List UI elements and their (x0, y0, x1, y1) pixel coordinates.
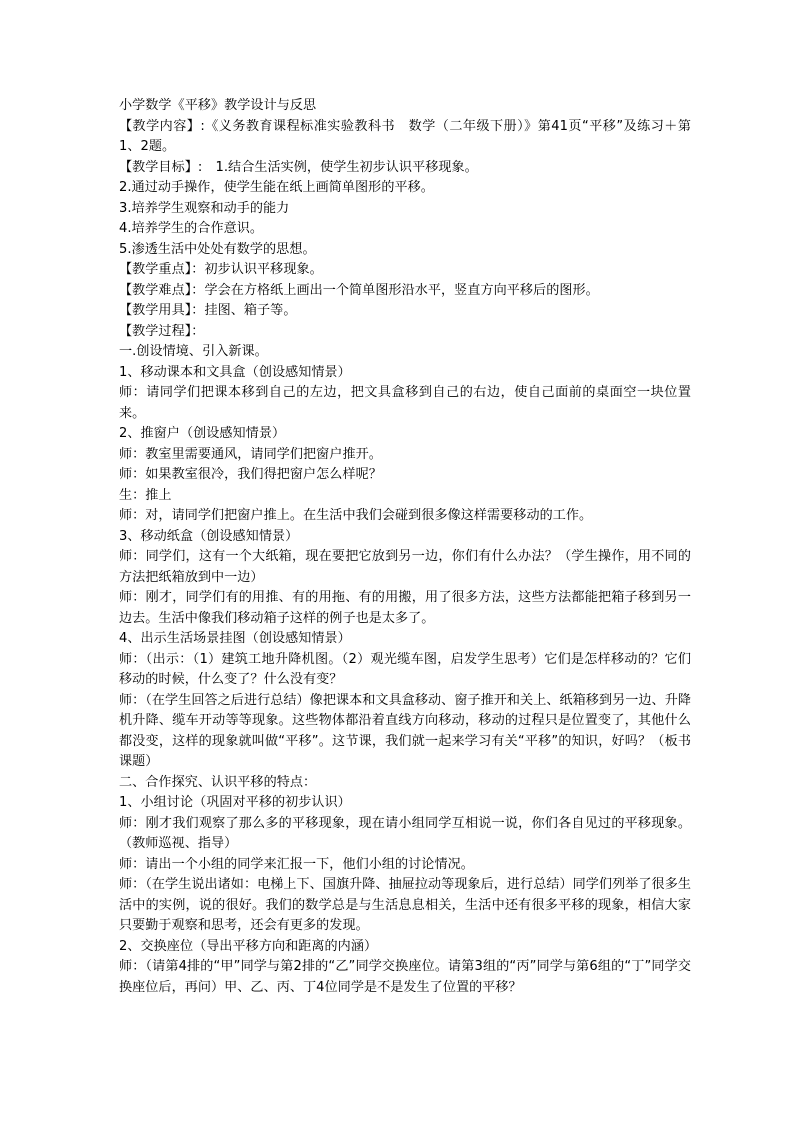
document-paragraph: 1、移动课本和文具盒（创设感知情景） (119, 364, 351, 380)
document-paragraph: 4.培养学生的合作意识。 (119, 221, 264, 236)
document-paragraph: 4、出示生活场景挂图（创设感知情景） (119, 631, 351, 646)
document-paragraph: 3、移动纸盒（创设感知情景） (119, 528, 299, 544)
document-paragraph: 师：请同学们把课本移到自己的左边，把文具盒移到自己的右边，使自己面前的桌面空一块位置来。 (119, 385, 691, 421)
document-paragraph: 3.培养学生观察和动手的能力 (119, 200, 290, 216)
document-title: 小学数学《平移》教学设计与反思 (119, 98, 317, 113)
document-paragraph: 【教学内容】:《义务教育课程标准实验教科书 数学（二年级下册）》第41页“平移”及练习＋第1、2题。 (119, 118, 691, 154)
document-paragraph: 【教学目标】: 1.结合生活实例，使学生初步认识平移现象。 (119, 159, 478, 175)
document-paragraph: 2、交换座位（导出平移方向和距离的内涵） (119, 938, 378, 954)
document-paragraph: 师：教室里需要通风，请同学们把窗户推开。 (119, 446, 382, 462)
document-paragraph: 【教学重点】：初步认识平移现象。 (119, 262, 323, 277)
document-paragraph: 师：（在学生回答之后进行总结）像把课本和文具盒移动、窗子推开和关上、纸箱移到另一边、升降机升降、缆车开动等等现象。这些物体都沿着直线方向移动，移动的过程只是位置变了，其他什么都没变，这样的现象就叫做“平移”。这节课，我们就一起来学习有关“平移”的知识，好吗？（板书课题） (119, 692, 691, 769)
document-paragraph: 2.通过动手操作，使学生能在纸上画简单图形的平移。 (119, 180, 434, 195)
document-paragraph: 【教学难点】：学会在方格纸上画出一个简单图形沿水平，竖直方向平移后的图形。 (119, 282, 599, 298)
document-paragraph: 【教学用具】：挂图、箱子等。 (119, 303, 297, 318)
document-paragraph: 师：刚才我们观察了那么多的平移现象，现在请小组同学互相说一说，你们各自见过的平移现象。（教师巡视、指导） (119, 815, 691, 851)
document-paragraph: 1、小组讨论（巩固对平移的初步认识） (119, 795, 351, 810)
document-paragraph: 师：如果教室很冷，我们得把窗户怎么样呢？ (119, 467, 382, 482)
document-paragraph: 师：（出示：（1）建筑工地升降机图。（2）观光缆车图，启发学生思考）它们是怎样移动的？它们移动的时候，什么变了？什么没有变？ (119, 651, 691, 687)
document-paragraph: 二、合作探究、认识平移的特点： (119, 774, 317, 790)
document-paragraph: 师：对，请同学们把窗户推上。在生活中我们会碰到很多像这样需要移动的工作。 (119, 508, 593, 523)
document-paragraph: 2、推窗户（创设感知情景） (119, 426, 286, 441)
document-paragraph: 师：请出一个小组的同学来汇报一下，他们小组的讨论情况。 (119, 856, 474, 872)
document-paragraph: 一.创设情境、引入新课。 (119, 344, 268, 359)
document-paragraph: 【教学过程】： (119, 323, 205, 339)
document-paragraph: 5.渗透生活中处处有数学的思想。 (119, 241, 316, 257)
document-paragraph: 师：（在学生说出诸如：电梯上下、国旗升降、抽屉拉动等现象后，进行总结）同学们列举了很多生活中的实例，说的很好。我们的数学总是与生活息息相关，生活中还有很多平移的现象，相信大家只要勤于观察和思考，还会有更多的发现。 (119, 877, 691, 933)
document-paragraph: 师：（请第4排的“甲”同学与第2排的“乙”同学交换座位。请第3组的“丙”同学与第6组的“丁”同学交换座位后，再问）甲、乙、丙、丁4位同学是不是发生了位置的平移？ (119, 959, 691, 995)
document-paragraph: 师：同学们，这有一个大纸箱，现在要把它放到另一边，你们有什么办法？（学生操作，用不同的方法把纸箱放到中一边） (119, 549, 691, 585)
document-paragraph: 生：推上 (119, 487, 172, 503)
document-paragraph: 师：刚才，同学们有的用推、有的用拖、有的用搬，用了很多方法，这些方法都能把箱子移到另一边去。生活中像我们移动箱子这样的例子也是太多了。 (119, 590, 691, 626)
document-body (119, 96, 691, 998)
